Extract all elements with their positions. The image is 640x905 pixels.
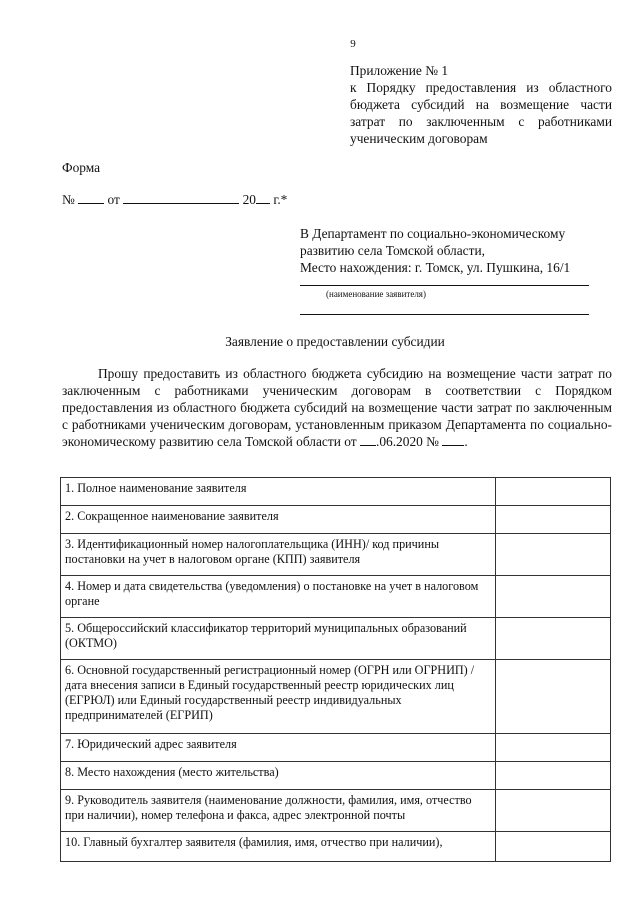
applicant-name-line: [300, 285, 589, 286]
field-value-cell[interactable]: [496, 832, 611, 862]
number-blank: [78, 192, 104, 204]
field-label: 3. Идентификационный номер налогоплательщика (ИНН)/ код причины постановки на учет в налоговом органе (КПП) заявителя: [61, 534, 496, 576]
field-value-cell[interactable]: [496, 478, 611, 506]
table-row: [61, 660, 611, 734]
table-row: [61, 618, 611, 660]
field-value-cell[interactable]: [496, 576, 611, 618]
field-label: 2. Сокращенное наименование заявителя: [61, 506, 496, 534]
form-label: Форма: [62, 160, 101, 175]
field-label: 10. Главный бухгалтер заявителя (фамилия, имя, отчество при наличии),: [61, 832, 496, 862]
field-label: 6. Основной государственный регистрационный номер (ОГРН или ОГРНИП) / дата внесения записи в Единый государственный реестр юридических лиц (ЕГРЮЛ) или Единый государственный реестр индивидуальных предпринимателей (ЕГРИП): [61, 660, 496, 734]
address-line-1: В Департамент по социально-экономическому: [300, 226, 566, 241]
field-label: 7. Юридический адрес заявителя: [61, 734, 496, 762]
date-blank: [123, 192, 239, 204]
recipient-address: [300, 225, 600, 276]
table-row: [61, 478, 611, 506]
table-row: [61, 734, 611, 762]
appendix-line-5: ученическим договорам: [350, 131, 488, 146]
table-row: [61, 790, 611, 832]
number-sign: №: [62, 192, 75, 207]
appendix-line-1: Приложение № 1: [350, 63, 449, 78]
field-label: 8. Место нахождения (место жительства): [61, 762, 496, 790]
field-value-cell[interactable]: [496, 534, 611, 576]
applicant-caption: (наименование заявителя): [326, 289, 426, 299]
table-row: [61, 832, 611, 862]
request-end: .: [464, 434, 468, 449]
field-label: 4. Номер и дата свидетельства (уведомления) о постановке на учет в налоговом органе: [61, 576, 496, 618]
year-blank: [256, 192, 270, 204]
field-value-cell[interactable]: [496, 734, 611, 762]
appendix-line-2: к Порядку предоставления из областного: [350, 80, 612, 95]
request-paragraph: [62, 365, 612, 450]
date-from-label: от: [107, 192, 120, 207]
table-row: [61, 534, 611, 576]
appendix-line-4: затрат по заключенным с работниками: [350, 114, 612, 129]
field-value-cell[interactable]: [496, 762, 611, 790]
appendix-heading: [350, 62, 612, 147]
document-title: Заявление о предоставлении субсидии: [225, 334, 445, 349]
request-text: Прошу предоставить из областного бюджета субсидию на возмещение части затрат по заключенным с работниками ученическим договорам в соответствии с Порядком предоставления из областного бюджета субсидий на возмещение части затрат по заключенным с работниками ученическим договорам, установленным приказом Департамента по социально-экономическому развитию села Томской области от: [62, 366, 612, 449]
table-row: [61, 506, 611, 534]
applicant-info-table: [60, 477, 611, 862]
order-number-blank: [442, 434, 464, 446]
field-value-cell[interactable]: [496, 660, 611, 734]
address-line-3: Место нахождения: г. Томск, ул. Пушкина, 16/1: [300, 260, 571, 275]
field-label: 5. Общероссийский классификатор территорий муниципальных образований (ОКТМО): [61, 618, 496, 660]
year-suffix: г.*: [273, 192, 288, 207]
year-prefix: 20: [242, 192, 256, 207]
field-value-cell[interactable]: [496, 618, 611, 660]
field-value-cell[interactable]: [496, 506, 611, 534]
field-value-cell[interactable]: [496, 790, 611, 832]
field-label: 1. Полное наименование заявителя: [61, 478, 496, 506]
applicant-name-line-2: [300, 314, 589, 315]
order-date-text: .06.2020 №: [375, 434, 439, 449]
table-row: [61, 576, 611, 618]
field-label: 9. Руководитель заявителя (наименование должности, фамилия, имя, отчество при наличии), номер телефона и факса, адрес электронной почты: [61, 790, 496, 832]
address-line-2: развитию села Томской области,: [300, 243, 485, 258]
day-blank: [360, 434, 376, 446]
appendix-line-3: бюджета субсидий на возмещение части: [350, 97, 612, 112]
page-number: 9: [350, 38, 356, 50]
number-date-line: [62, 192, 287, 208]
table-row: [61, 762, 611, 790]
